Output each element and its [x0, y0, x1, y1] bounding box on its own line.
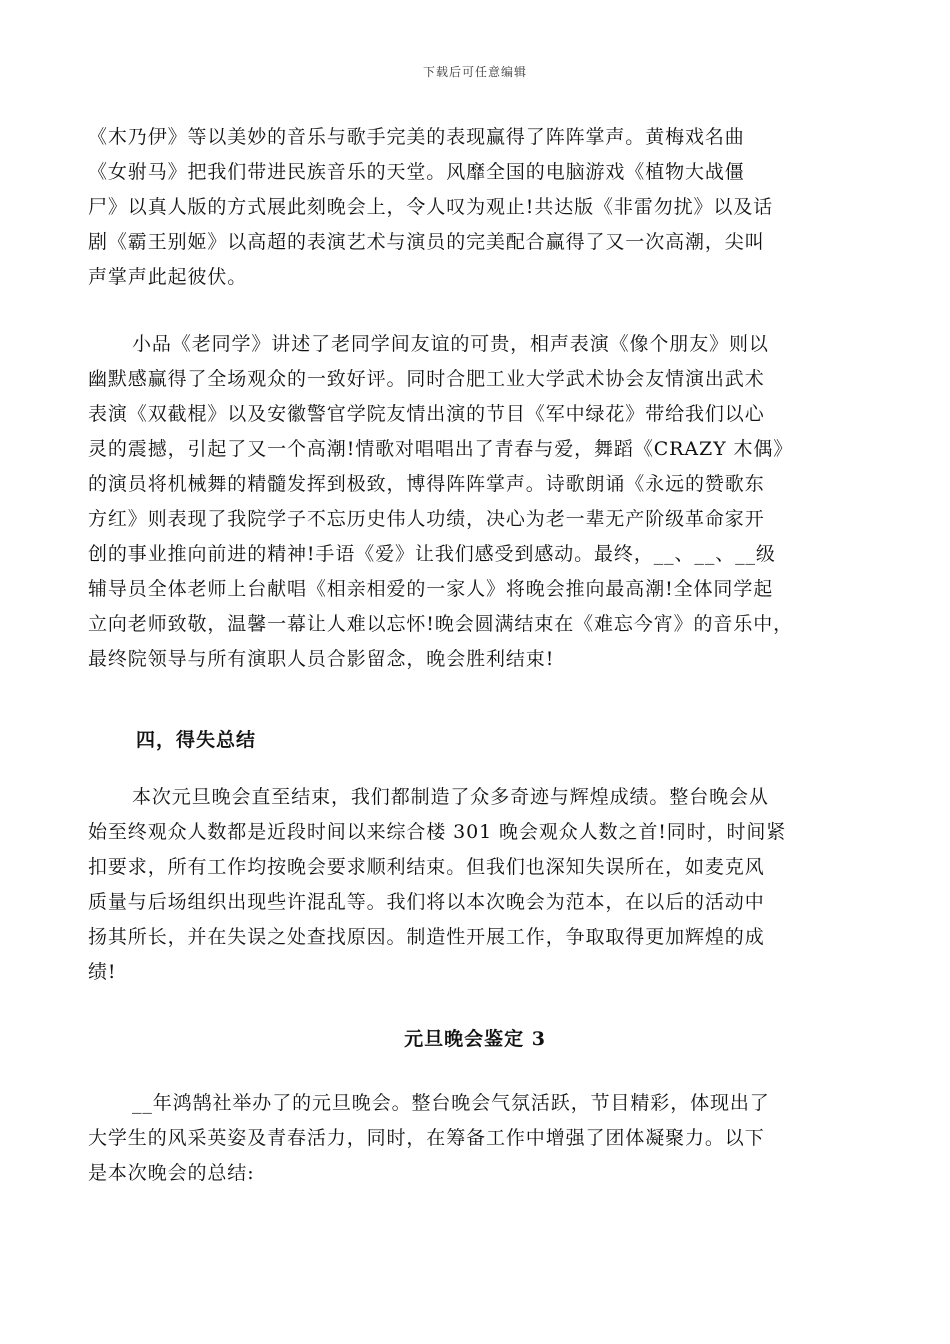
page-header-note: 下载后可任意编辑	[422, 65, 527, 79]
text-line: 大学生的风采英姿及青春活力，同时，在筹备工作中增强了团体凝聚力。以下	[88, 1127, 765, 1149]
text-line: __年鸿鹄社举办了的元旦晚会。整台晚会气氛活跃，节目精彩，体现出了	[132, 1092, 770, 1114]
text-line: 《木乃伊》等以美妙的音乐与歌手完美的表现赢得了阵阵掌声。黄梅戏名曲	[88, 126, 745, 148]
text-line: 辅导员全体老师上台献唱《相亲相爱的一家人》将晚会推向最高潮!全体同学起	[88, 578, 774, 600]
document-title: 元旦晚会鉴定 3	[404, 1028, 546, 1050]
text-line: 方红》则表现了我院学子不忘历史伟人功绩，决心为老一辈无产阶级革命家开	[88, 508, 765, 530]
paragraph-2	[88, 327, 868, 677]
paragraph-3	[88, 780, 868, 990]
text-line: 《女驸马》把我们带进民族音乐的天堂。风靡全国的电脑游戏《植物大战僵	[88, 161, 745, 183]
section-heading: 四，得失总结	[136, 729, 257, 751]
text-line: 绩!	[88, 961, 117, 983]
paragraph-1	[88, 120, 868, 295]
text-line: 扬其所长，并在失误之处查找原因。制造性开展工作，争取取得更加辉煌的成	[88, 926, 765, 948]
text-line: 小品《老同学》讲述了老同学间友谊的可贵，相声表演《像个朋友》则以	[132, 333, 769, 355]
text-line: 立向老师致敬，温馨一幕让人难以忘怀!晚会圆满结束在《难忘今宵》的音乐中，	[88, 613, 794, 635]
text-line: 是本次晚会的总结:	[88, 1162, 255, 1184]
text-line: 创的事业推向前进的精神!手语《爱》让我们感受到感动。最终，__、__、__级	[88, 543, 776, 565]
text-line: 灵的震撼，引起了又一个高潮!情歌对唱唱出了青春与爱，舞蹈《CRAZY 木偶》	[88, 438, 794, 460]
text-line: 始至终观众人数都是近段时间以来综合楼 301 晚会观众人数之首!同时，时间紧	[88, 821, 787, 843]
text-line: 的演员将机械舞的精髓发挥到极致，博得阵阵掌声。诗歌朗诵《永远的赞歌东	[88, 473, 765, 495]
text-line: 表演《双截棍》以及安徽警官学院友情出演的节目《军中绿花》带给我们以心	[88, 403, 765, 425]
text-line: 本次元旦晚会直至结束，我们都制造了众多奇迹与辉煌成绩。整台晚会从	[132, 786, 769, 808]
paragraph-4	[88, 1086, 868, 1191]
text-line: 扣要求，所有工作均按晚会要求顺利结束。但我们也深知失误所在，如麦克风	[88, 856, 765, 878]
text-line: 声掌声此起彼伏。	[88, 266, 248, 288]
text-line: 剧《霸王别姬》以高超的表演艺术与演员的完美配合赢得了又一次高潮，尖叫	[88, 231, 765, 253]
text-line: 尸》以真人版的方式展此刻晚会上，令人叹为观止!共达版《非雷勿扰》以及话	[88, 196, 774, 218]
text-line: 幽默感赢得了全场观众的一致好评。同时合肥工业大学武术协会友情演出武术	[88, 368, 765, 390]
text-line: 最终院领导与所有演职人员合影留念，晚会胜利结束!	[88, 648, 555, 670]
text-line: 质量与后场组织出现些许混乱等。我们将以本次晚会为范本，在以后的活动中	[88, 891, 765, 913]
